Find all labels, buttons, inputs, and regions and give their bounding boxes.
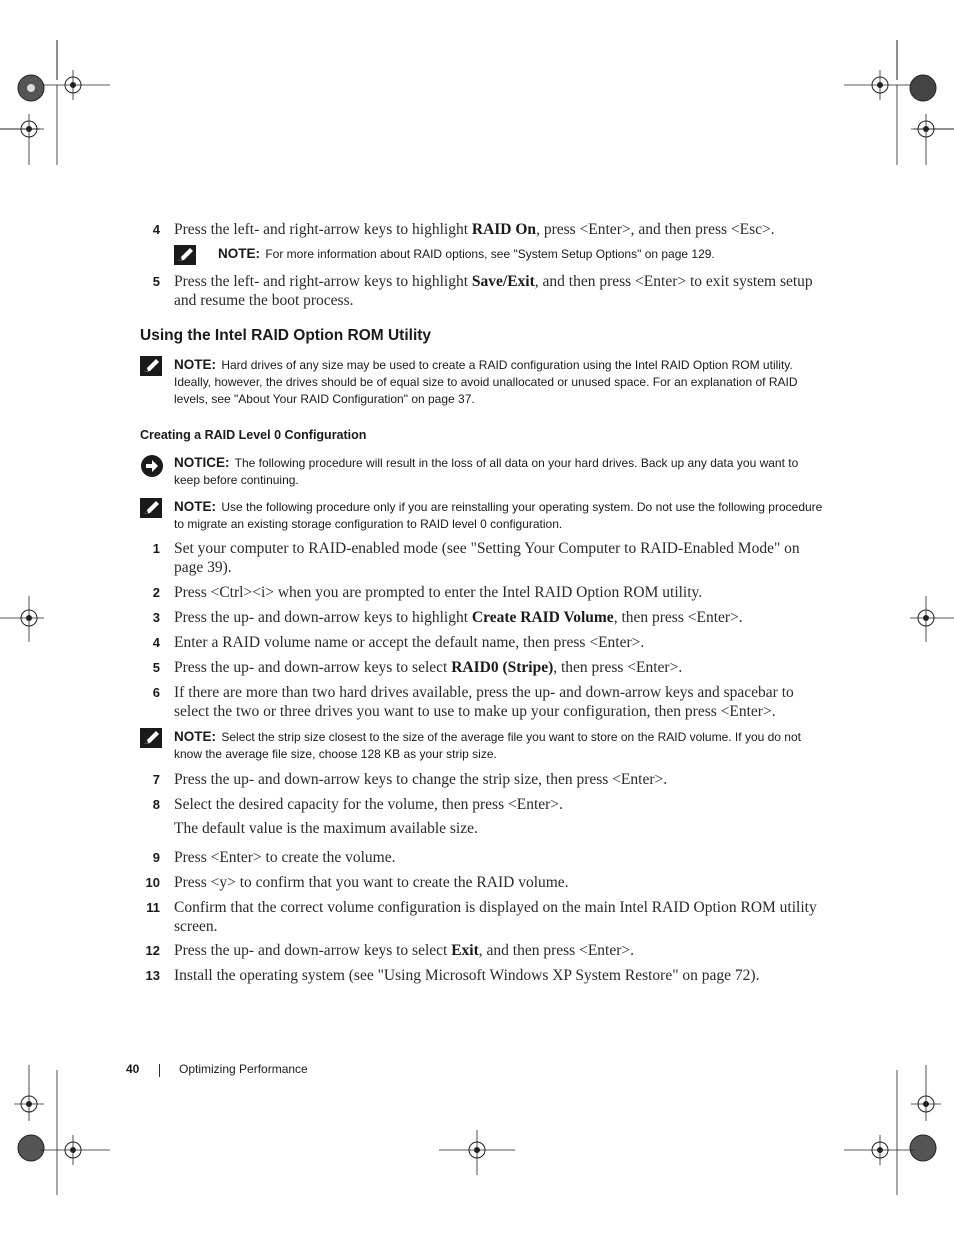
section-heading: Using the Intel RAID Option ROM Utility <box>140 327 432 344</box>
step-number: 9 <box>152 850 160 865</box>
ui-term: RAID On <box>471 221 537 238</box>
step-text: Set your computer to RAID-enabled mode (see "Setting Your Computer to RAID-Enabled Mode" on page 39). <box>174 540 800 576</box>
step-text: Press the up- and down-arrow keys to select Exit, and then press <Enter>. <box>174 942 635 959</box>
step-13 <box>140 966 820 986</box>
note-strip-size <box>140 728 820 764</box>
step-text: Enter a RAID volume name or accept the default name, then press <Enter>. <box>174 634 645 651</box>
step-number: 7 <box>152 772 160 787</box>
step-8-detail: The default value is the maximum available size. <box>174 820 478 837</box>
step-6 <box>140 683 820 723</box>
step-text: Press <Ctrl><i> when you are prompted to enter the Intel RAID Option ROM utility. <box>174 584 703 601</box>
ui-term: Save/Exit <box>471 273 535 290</box>
crop-mark-bottom-center <box>437 1130 517 1175</box>
step-text: Press <y> to confirm that you want to create the RAID volume. <box>174 874 569 891</box>
crop-mark-top-left <box>0 40 120 170</box>
footer-divider <box>159 1064 160 1077</box>
step-number: 4 <box>152 635 160 650</box>
subsection-heading: Creating a RAID Level 0 Configuration <box>140 428 367 442</box>
notice-text: The following procedure will result in the loss of all data on your hard drives. Back up any data you want to keep before continuing. <box>174 456 799 487</box>
step-number: 8 <box>152 797 160 812</box>
step-number: 2 <box>152 585 160 600</box>
step-number: 11 <box>146 900 160 915</box>
step-4 <box>140 633 820 653</box>
step-text: If there are more than two hard drives available, press the up- and down-arrow keys and spacebar to select the two or three drives you want to use to make up your configuration, then press <Enter>. <box>174 684 794 720</box>
crop-mark-bottom-right <box>834 1065 954 1195</box>
crop-mark-bottom-left <box>0 1065 120 1195</box>
step-top-4 <box>140 220 820 240</box>
footer-section-title: Optimizing Performance <box>179 1062 308 1076</box>
crop-mark-top-right <box>834 40 954 170</box>
note-text: Select the strip size closest to the size of the average file you want to store on the RAID volume. If you do not know the average file size, choose 128 KB as your strip size. <box>174 730 801 761</box>
step-number: 12 <box>145 943 160 958</box>
step-number: 5 <box>152 660 160 675</box>
step-number: 10 <box>145 875 160 890</box>
step-7 <box>140 770 820 790</box>
note-text: For more information about RAID options, see "System Setup Options" on page 129. <box>265 247 715 261</box>
note-drive-sizes <box>140 356 820 412</box>
ui-term: Exit <box>451 942 479 959</box>
step-1 <box>140 539 820 579</box>
step-text: Press the up- and down-arrow keys to change the strip size, then press <Enter>. <box>174 771 668 788</box>
step-3 <box>140 608 820 628</box>
notice-arrow-icon <box>140 454 164 483</box>
step-text: Confirm that the correct volume configuration is displayed on the main Intel RAID Option ROM utility screen. <box>174 899 817 935</box>
pencil-note-icon <box>174 245 196 270</box>
crop-mark-mid-left <box>0 596 60 642</box>
notice-label: NOTICE: <box>174 455 230 470</box>
step-text: Select the desired capacity for the volume, then press <Enter>. <box>174 796 563 813</box>
page-footer <box>0 1062 954 1082</box>
step-number: 13 <box>145 968 160 983</box>
notice-data-loss <box>140 454 820 490</box>
note-label: NOTE: <box>174 357 216 372</box>
pencil-note-icon <box>140 728 162 753</box>
ui-term: RAID0 (Stripe) <box>451 659 554 676</box>
step-number: 3 <box>152 610 160 625</box>
ui-term: Create RAID Volume <box>471 609 614 626</box>
step-text: Press the up- and down-arrow keys to highlight Create RAID Volume, then press <Enter>. <box>174 609 743 626</box>
pencil-note-icon <box>140 498 162 523</box>
crop-mark-mid-right <box>894 596 954 642</box>
step-text: Press the up- and down-arrow keys to select RAID0 (Stripe), then press <Enter>. <box>174 659 683 676</box>
note-text: Hard drives of any size may be used to create a RAID configuration using the Intel RAID Option ROM utility. Ideally, however, the drives should be of equal size to avoid unallocated or unused space. For an explanation of RAID levels, see "About Your RAID Configuration" on page 37. <box>174 358 798 406</box>
note-label: NOTE: <box>174 729 216 744</box>
step-number: 6 <box>152 685 160 700</box>
step-text: Press <Enter> to create the volume. <box>174 849 396 866</box>
step-text: Install the operating system (see "Using Microsoft Windows XP System Restore" on page 72). <box>174 967 760 984</box>
step-number: 1 <box>152 541 160 556</box>
step-11 <box>140 898 820 938</box>
note-label: NOTE: <box>174 499 216 514</box>
note-reinstall <box>140 498 823 534</box>
step-text: Press the left- and right-arrow keys to highlight RAID On, press <Enter>, and then press <Esc>. <box>174 221 775 238</box>
note-raid-options <box>140 245 820 267</box>
note-label: NOTE: <box>218 246 260 261</box>
step-10 <box>140 873 820 893</box>
step-12 <box>140 941 820 961</box>
step-top-5 <box>140 272 820 312</box>
step-8 <box>140 795 820 815</box>
step-number: 4 <box>152 222 160 237</box>
step-2 <box>140 583 820 603</box>
step-number: 5 <box>152 274 160 289</box>
pencil-note-icon <box>140 356 162 381</box>
note-text: Use the following procedure only if you are reinstalling your operating system. Do not use the following procedure to migrate an existing storage configuration to RAID level 0 configuration. <box>174 500 823 531</box>
step-text: Press the left- and right-arrow keys to highlight Save/Exit, and then press <Enter> to exit system setup and resume the boot process. <box>174 273 813 309</box>
step-5 <box>140 658 820 678</box>
step-9 <box>140 848 820 868</box>
page-number: 40 <box>126 1062 140 1076</box>
